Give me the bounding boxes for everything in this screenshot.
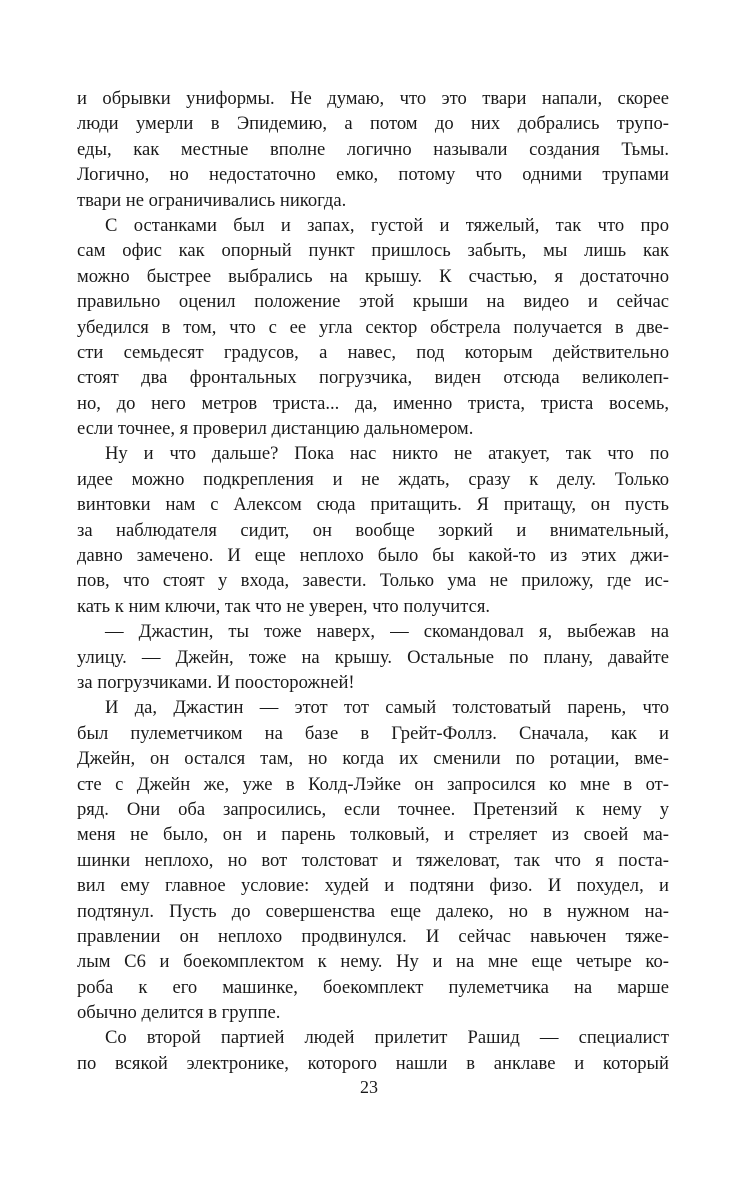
text-line: сам офис как опорный пункт пришлось забыть, мы лишь как <box>77 240 669 262</box>
text-line: если точнее, я проверил дистанцию дальномером. <box>77 418 474 440</box>
text-line: — Джастин, ты тоже наверх, — скомандовал я, выбежав на <box>105 621 669 643</box>
text-line: Ну и что дальше? Пока нас никто не атакует, так что по <box>105 443 669 465</box>
text-line: ряд. Они оба запросились, если точнее. Претензий к нему у <box>77 798 669 820</box>
text-line: за наблюдателя сидит, он вообще зоркий и внимательный, <box>77 519 669 541</box>
text-line: С останками был и запах, густой и тяжелый, так что про <box>105 214 669 236</box>
text-line: улицу. — Джейн, тоже на крышу. Остальные по плану, давайте <box>77 646 669 668</box>
text-line: обычно делится в группе. <box>77 1002 281 1024</box>
text-line: люди умерли в Эпидемию, а потом до них добрались трупо- <box>77 113 669 135</box>
text-line: идее можно подкрепления и не ждать, сразу к делу. Только <box>77 468 669 490</box>
text-line: лым C6 и боекомплектом к нему. Ну и на мне еще четыре ко- <box>77 951 669 973</box>
text-line: стоят два фронтальных погрузчика, виден отсюда великолеп- <box>77 367 669 389</box>
text-line: и обрывки униформы. Не думаю, что это твари напали, скорее <box>77 88 669 109</box>
text-line: И да, Джастин — этот тот самый толстоватый парень, что <box>105 697 669 719</box>
page-number: 23 <box>360 1077 378 1097</box>
text-line: еды, как местные вполне логично называли создания Тьмы. <box>77 138 669 160</box>
text-line: твари не ограничивались никогда. <box>77 189 347 211</box>
text-line: можно быстрее выбрались на крышу. К счастью, я достаточно <box>77 265 669 287</box>
text-line: вил ему главное условие: худей и подтяни физо. И похудел, и <box>77 875 669 897</box>
text-line: по всякой электронике, которого нашли в анклаве и который <box>77 1052 669 1074</box>
text-line: за погрузчиками. И поосторожней! <box>77 671 355 693</box>
text-line: меня не было, он и парень толковый, и стреляет из своей ма- <box>77 824 669 846</box>
text-line: винтовки нам с Алексом сюда притащить. Я притащу, он пусть <box>77 494 669 516</box>
page-text <box>77 86 669 1076</box>
text-line: правлении он неплохо продвинулся. И сейчас навьючен тяже- <box>77 925 669 947</box>
text-line: Джейн, он остался там, но когда их сменили по ротации, вме- <box>77 748 669 770</box>
text-line: подтянул. Пусть до совершенства еще далеко, но в нужном на- <box>77 900 669 922</box>
text-line: убедился в том, что с ее угла сектор обстрела получается в две- <box>77 316 669 338</box>
text-line: давно замечено. И еще неплохо было бы какой-то из этих джи- <box>77 545 669 567</box>
text-line: кать к ним ключи, так что не уверен, что получится. <box>77 595 491 617</box>
text-line: шинки неплохо, но вот толстоват и тяжеловат, так что я поста- <box>77 849 669 871</box>
text-line: но, до него метров триста... да, именно триста, триста восемь, <box>77 392 669 414</box>
text-line: правильно оценил положение этой крыши на видео и сейчас <box>77 291 669 313</box>
text-line: сти семьдесят градусов, а навес, под которым действительно <box>77 341 669 363</box>
text-line: был пулеметчиком на базе в Грейт-Фоллз. Сначала, как и <box>77 722 669 744</box>
text-line: пов, что стоят у входа, завести. Только ума не приложу, где ис- <box>77 570 669 592</box>
text-line: Со второй партией людей прилетит Рашид — специалист <box>105 1027 669 1049</box>
text-line: роба к его машинке, боекомплект пулеметчика на марше <box>77 976 669 998</box>
text-line: сте с Джейн же, уже в Колд-Лэйке он запросился ко мне в от- <box>77 773 669 795</box>
text-line: Логично, но недостаточно емко, потому что одними трупами <box>77 164 669 186</box>
